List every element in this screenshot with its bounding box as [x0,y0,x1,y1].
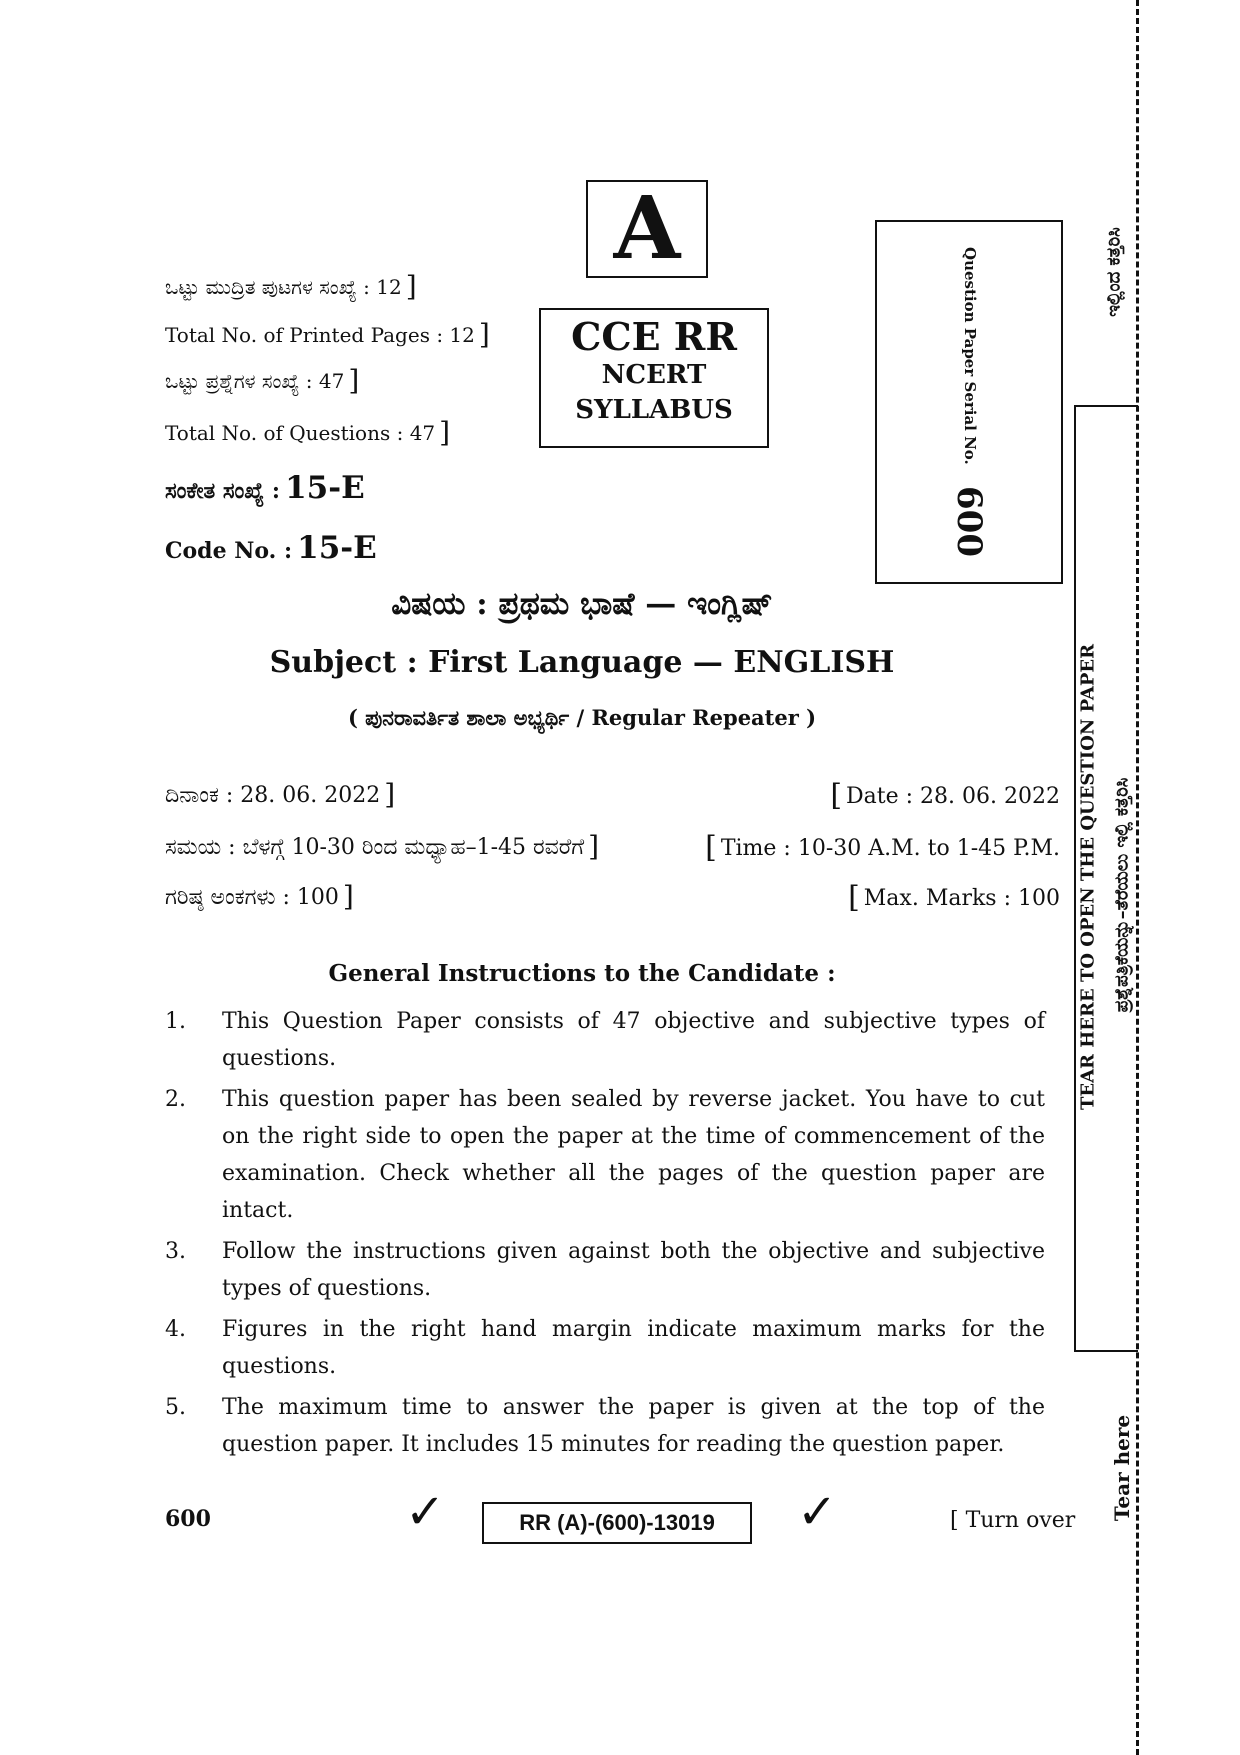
version-box [586,180,708,278]
date-kn: ದಿನಾಂಕ : 28. 06. 2022 ] [165,778,396,811]
instruction-item: 5. The maximum time to answer the paper is given at the top of the question paper. It includes 15 minutes for reading the question paper. [165,1395,1045,1457]
instructions-list [165,1003,1045,1467]
syllabus-box [539,308,769,448]
check-mark-icon: ✓ [405,1484,446,1540]
subject-kn: ವಿಷಯ : ಪ್ರಥಮ ಭಾಷೆ — ಇಂಗ್ಲಿಷ್ [391,586,773,622]
booklet-code: RR (A)-(600)-13019 [482,1502,752,1544]
tear-instruction-kn: ಪ್ರಶ್ನೆಪತ್ರಿಕೆಯನ್ನು–ತೆರೆಯಲು ಇಲ್ಲಿ ಕತ್ತರಿಸಿ [1111,777,1133,1013]
code-number-kn: ಸಂಕೇತ ಸಂಖ್ಯೆ : 15-E [165,470,365,506]
instruction-item: 2. This question paper has been sealed by reverse jacket. You have to cut on the right side to open the paper at the time of commencement of the examination. Check whether all the pages of the question paper are intact. [165,1087,1045,1223]
instruction-item: 4. Figures in the right hand margin indicate maximum marks for the questions. [165,1317,1045,1379]
cut-here-kn: ಇಲ್ಲಿಂದ ಕತ್ತರಿಸಿ [1103,227,1125,317]
time-en: [ Time : 10-30 A.M. to 1-45 P.M. [705,830,1060,865]
time-kn: ಸಮಯ : ಬೆಳಗ್ಗೆ 10-30 ರಿಂದ ಮಧ್ಯಾಹ–1-45 ರವರೆಗೆ ] [165,830,600,863]
cce-title: CCE RR [571,314,737,359]
instruction-item: 1. This Question Paper consists of 47 objective and subjective types of questions. [165,1009,1045,1071]
candidate-type: ( ಪುನರಾವರ್ತಿತ ಶಾಲಾ ಅಭ್ಯರ್ಥಿ / Regular Repeater ) [347,705,817,730]
instruction-item: 3. Follow the instructions given against both the objective and subjective types of questions. [165,1239,1045,1301]
total-questions-en: Total No. of Questions : 47 ] [165,416,451,449]
max-marks-kn: ಗರಿಷ್ಠ ಅಂಕಗಳು : 100 ] [165,880,354,913]
tear-instruction-en: TEAR HERE TO OPEN THE QUESTION PAPER [1077,643,1099,1111]
subject-en: Subject : First Language — ENGLISH [269,645,895,680]
code-number-en: Code No. : 15-E [165,530,377,566]
serial-label: Question Paper Serial No. 600 [949,247,989,557]
serial-number-box [875,220,1063,584]
tear-here-label: Tear here [1110,1414,1134,1522]
version-letter: A [613,178,681,279]
turn-over-note: [ Turn over [950,1508,1076,1533]
check-mark-icon: ✓ [797,1484,838,1540]
serial-number: 600 [949,486,989,557]
date-en: [ Date : 28. 06. 2022 [830,778,1060,813]
cce-line2: NCERT [601,359,707,390]
printed-pages-en: Total No. of Printed Pages : 12 ] [165,318,490,351]
instructions-heading: General Instructions to the Candidate : [328,960,836,987]
footer-page-code: 600 [165,1506,211,1532]
total-questions-kn: ಒಟ್ಟು ಪ್ರಶ್ನೆಗಳ ಸಂಖ್ಯೆ : 47 ] [165,364,360,397]
printed-pages-kn: ಒಟ್ಟು ಮುದ್ರಿತ ಪುಟಗಳ ಸಂಖ್ಯೆ : 12 ] [165,270,417,303]
cce-line3: SYLLABUS [575,394,733,425]
max-marks-en: [ Max. Marks : 100 [848,880,1060,915]
